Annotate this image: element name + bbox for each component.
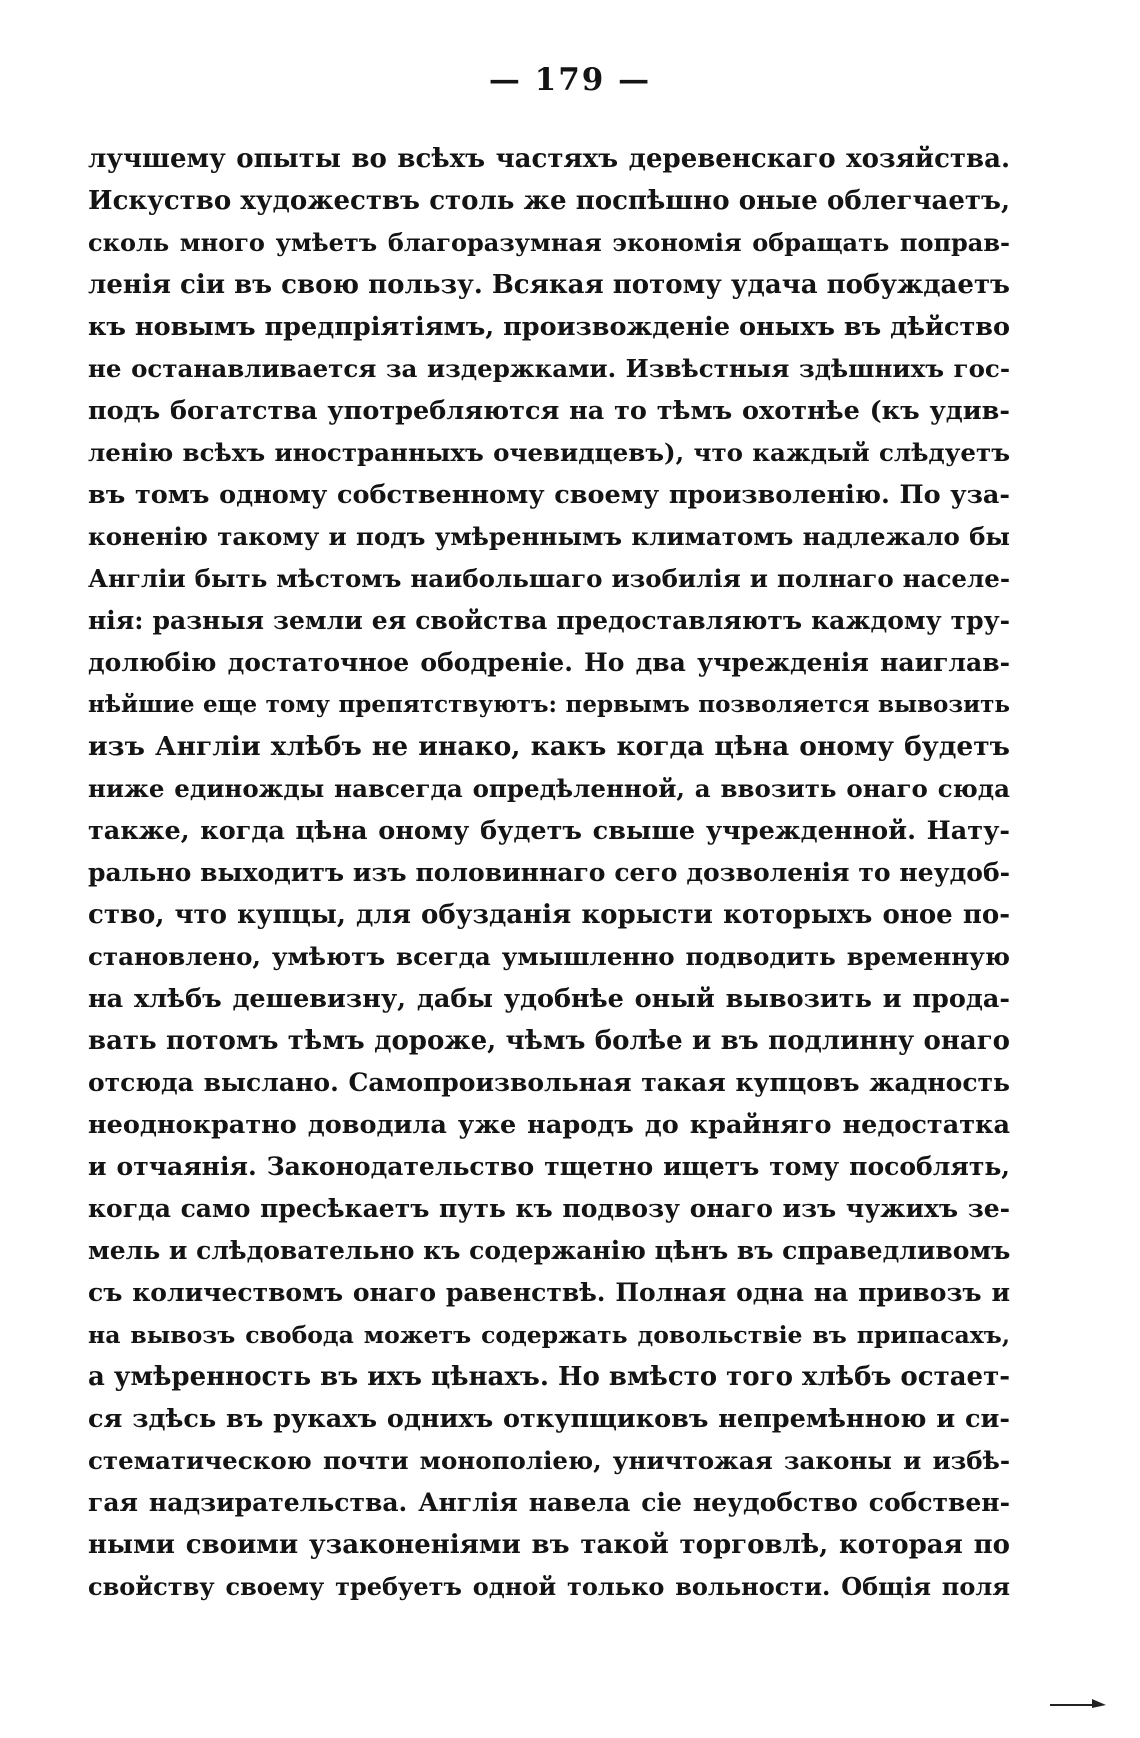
text-line: на хлѣбъ дешевизну, дабы удобнѣе оный вывозить и прода- — [88, 984, 1010, 1014]
text-line: также, когда цѣна оному будетъ свыше учрежденной. Нату- — [88, 816, 1010, 846]
text-line: не останавливается за издержками. Извѣстныя здѣшнихъ гос- — [88, 354, 1010, 383]
text-line: Англіи быть мѣстомъ наибольшаго изобилія и полнаго населе- — [88, 564, 1010, 593]
text-line: лучшему опыты во всѣхъ частяхъ деревенскаго хозяйства. — [88, 144, 1010, 174]
text-line: становлено, умѣютъ всегда умышленно подводить временную — [88, 942, 1010, 971]
text-line: коненію такому и подъ умѣреннымъ климатомъ надлежало бы — [88, 522, 1010, 551]
page-number-header: — 179 — — [488, 62, 652, 98]
text-line: и отчаянія. Законодательство тщетно ищетъ тому пособлять, — [88, 1152, 1010, 1181]
text-line: изъ Англіи хлѣбъ не инако, какъ когда цѣна оному будетъ — [88, 731, 1010, 762]
text-line: сколь много умѣетъ благоразумная экономія обращать поправ- — [88, 228, 1010, 257]
text-line: нія: разныя земли ея свойства предоставляютъ каждому тру- — [88, 606, 1010, 635]
text-line: ниже единожды навсегда опредѣленной, а ввозить онаго сюда — [88, 774, 1010, 803]
text-line: съ количествомъ онаго равенствѣ. Полная одна на привозъ и — [88, 1278, 1010, 1307]
text-line: отсюда выслано. Самопроизвольная такая купцовъ жадность — [88, 1068, 1010, 1097]
text-line: ство, что купцы, для обузданія корысти которыхъ оное по- — [88, 900, 1010, 930]
text-line: рально выходитъ изъ половиннаго сего дозволенія то неудоб- — [88, 858, 1010, 887]
text-line: свойству своему требуетъ одной только вольности. Общія поля — [88, 1572, 1010, 1601]
text-line: стематическою почти монополіею, уничтожая законы и избѣ- — [88, 1446, 1010, 1475]
text-line: мель и слѣдовательно къ содержанію цѣнъ въ справедливомъ — [88, 1236, 1010, 1265]
text-line: неоднократно доводила уже народъ до крайняго недостатка — [88, 1110, 1010, 1140]
body-text — [88, 138, 1010, 1608]
text-line: ленія сіи въ свою пользу. Всякая потому удача побуждаетъ — [88, 270, 1010, 300]
text-line: гая надзирательства. Англія навела сіе неудобство собствен- — [88, 1488, 1010, 1517]
text-line: на вывозъ свобода можетъ содержать довольствіе въ припасахъ, — [88, 1321, 1010, 1349]
text-line: ными своими узаконеніями въ такой торговлѣ, которая по — [88, 1530, 1010, 1560]
text-line: долюбію достаточное ободреніе. Но два учрежденія наиглав- — [88, 648, 1010, 677]
text-line: ленію всѣхъ иностранныхъ очевидцевъ), что каждый слѣдуетъ — [88, 438, 1010, 467]
text-line: когда само пресѣкаетъ путь къ подвозу онаго изъ чужихъ зе- — [88, 1194, 1010, 1223]
text-line: въ томъ одному собственному своему произволенію. По уза- — [88, 480, 1010, 510]
text-line: подъ богатства употребляются на то тѣмъ охотнѣе (къ удив- — [88, 396, 1010, 426]
text-line: вать потомъ тѣмъ дороже, чѣмъ болѣе и въ подлинну онаго — [88, 1026, 1010, 1056]
corner-arrow-mark — [1050, 1695, 1106, 1709]
text-line: а умѣренность въ ихъ цѣнахъ. Но вмѣсто того хлѣбъ остает- — [88, 1362, 1010, 1392]
text-line: нѣйшие еще тому препятствуютъ: первымъ позволяется вывозить — [88, 691, 1010, 718]
text-line: Искуство художествъ столь же поспѣшно оные облегчаетъ, — [88, 186, 1010, 216]
text-line: къ новымъ предпріятіямъ, произвожденіе оныхъ въ дѣйство — [88, 312, 1010, 342]
text-line: ся здѣсь въ рукахъ однихъ откупщиковъ непремѣнною и си- — [88, 1404, 1010, 1434]
